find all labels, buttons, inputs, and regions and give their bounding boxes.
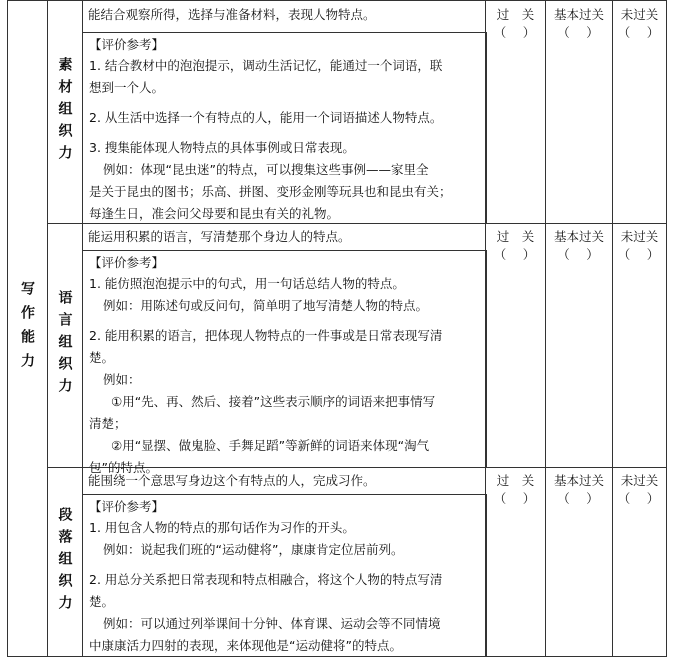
section-title-2: 语言组织力 [56, 290, 73, 400]
eval-example-1-line-2: 是关于昆虫的图书；乐高、拼图、变形金刚等玩具也和昆虫有关； [89, 184, 452, 199]
eval-item-3-2a: 2. 用总分关系把日常表现和特点相融合，将这个人物的特点写清 [89, 572, 443, 587]
eval-item-2-2a: 2. 能用积累的语言，把体现人物特点的一件事或是日常表现写清 [89, 328, 443, 343]
grade-fail-3: 未过关 （ ） [613, 472, 666, 508]
eval-example-1-line-3: 每逢生日，准会问父母要和昆虫有关的礼物。 [89, 206, 340, 221]
eval-item-1-2: 2. 从生活中选择一个有特点的人，能用一个词语描述人物特点。 [89, 110, 443, 125]
eval-heading-3: 【评价参考】 [89, 499, 165, 514]
grade-pass-1-blank[interactable]: （ ） [493, 25, 538, 40]
eval-item-3-ex-a: 例如：可以通过列举课间十分钟、体育课、运动会等不同情境 [103, 616, 441, 631]
grade-fail-2-blank[interactable]: （ ） [617, 247, 662, 262]
eval-item-2-1a: 1. 能仿照泡泡提示中的句式，用一句话总结人物的特点。 [89, 276, 405, 291]
eval-item-2-1b: 例如：用陈述句或反问句，简单明了地写清楚人物的特点。 [103, 298, 429, 313]
table-top-border [7, 0, 667, 1]
section-intro-1: 能结合观察所得，选择与准备材料，表现人物特点。 [88, 7, 376, 22]
grade-fail-1: 未过关 （ ） [613, 6, 666, 42]
eval-item-3-2b: 楚。 [89, 594, 115, 609]
eval-sub-2-1a: ①用“先、再、然后、接着”这些表示顺序的词语来把事情写 [111, 394, 436, 409]
eval-box-1 [82, 32, 487, 224]
col-divider-pass [545, 0, 546, 657]
grade-basic-2: 基本过关 （ ） [546, 228, 612, 264]
table-right-border [666, 0, 667, 657]
section-title-1: 素材组织力 [56, 56, 73, 167]
eval-item-1-3: 3. 搜集能体现人物特点的具体事例或日常表现。 [89, 140, 355, 155]
grade-pass-2-blank[interactable]: （ ） [493, 247, 538, 262]
section-title-cell-1 [47, 0, 82, 223]
eval-item-3-1b: 例如：说起我们班的“运动健将”，康康肯定位居前列。 [103, 542, 404, 557]
grade-pass-3: 过 关 （ ） [486, 472, 545, 508]
eval-example-2-label: 例如： [103, 372, 141, 387]
eval-heading-2: 【评价参考】 [89, 255, 165, 270]
eval-sub-2-2a: ②用“显摆、做鬼脸、手舞足蹈”等新鲜的词语来体现“淘气 [111, 438, 430, 453]
section-title-cell-3 [47, 467, 82, 657]
grade-fail-2: 未过关 （ ） [613, 228, 666, 264]
category-label: 写作能力 [19, 280, 35, 377]
grade-fail-1-blank[interactable]: （ ） [617, 25, 662, 40]
eval-example-1-line-1: 例如：体现“昆虫迷”的特点，可以搜集这些事例——家里全 [103, 162, 429, 177]
section-title-cell-2 [47, 223, 82, 467]
grade-pass-2: 过 关 （ ） [486, 228, 545, 264]
section-intro-3: 能围绕一个意思写身边这个有特点的人，完成习作。 [88, 473, 376, 488]
grade-pass-3-blank[interactable]: （ ） [493, 491, 538, 506]
eval-box-2 [82, 250, 487, 475]
grade-basic-3: 基本过关 （ ） [546, 472, 612, 508]
eval-box-3 [82, 494, 487, 657]
eval-item-2-2b: 楚。 [89, 350, 115, 365]
eval-sub-2-2b: 包”的特点。 [89, 460, 158, 475]
grade-basic-2-blank[interactable]: （ ） [557, 247, 601, 262]
section-intro-2: 能运用积累的语言，写清楚那个身边人的特点。 [88, 229, 351, 244]
eval-heading-1: 【评价参考】 [89, 37, 165, 52]
eval-item-3-ex-b: 中康康活力四射的表现，来体现他是“运动健将”的特点。 [89, 638, 402, 653]
eval-sub-2-1b: 清楚； [89, 416, 127, 431]
category-cell [7, 0, 47, 657]
col-divider-basic [612, 0, 613, 657]
grade-basic-1: 基本过关 （ ） [546, 6, 612, 42]
section-title-3: 段落组织力 [56, 507, 73, 617]
eval-item-1-1: 1. 结合教材中的泡泡提示，调动生活记忆，能通过一个词语，联 想到一个人。 [89, 58, 443, 95]
grade-basic-3-blank[interactable]: （ ） [557, 491, 601, 506]
eval-item-3-1a: 1. 用包含人物的特点的那句话作为习作的开头。 [89, 520, 355, 535]
grade-fail-3-blank[interactable]: （ ） [617, 491, 662, 506]
grade-pass-1: 过 关 （ ） [486, 6, 545, 42]
grade-basic-1-blank[interactable]: （ ） [557, 25, 601, 40]
